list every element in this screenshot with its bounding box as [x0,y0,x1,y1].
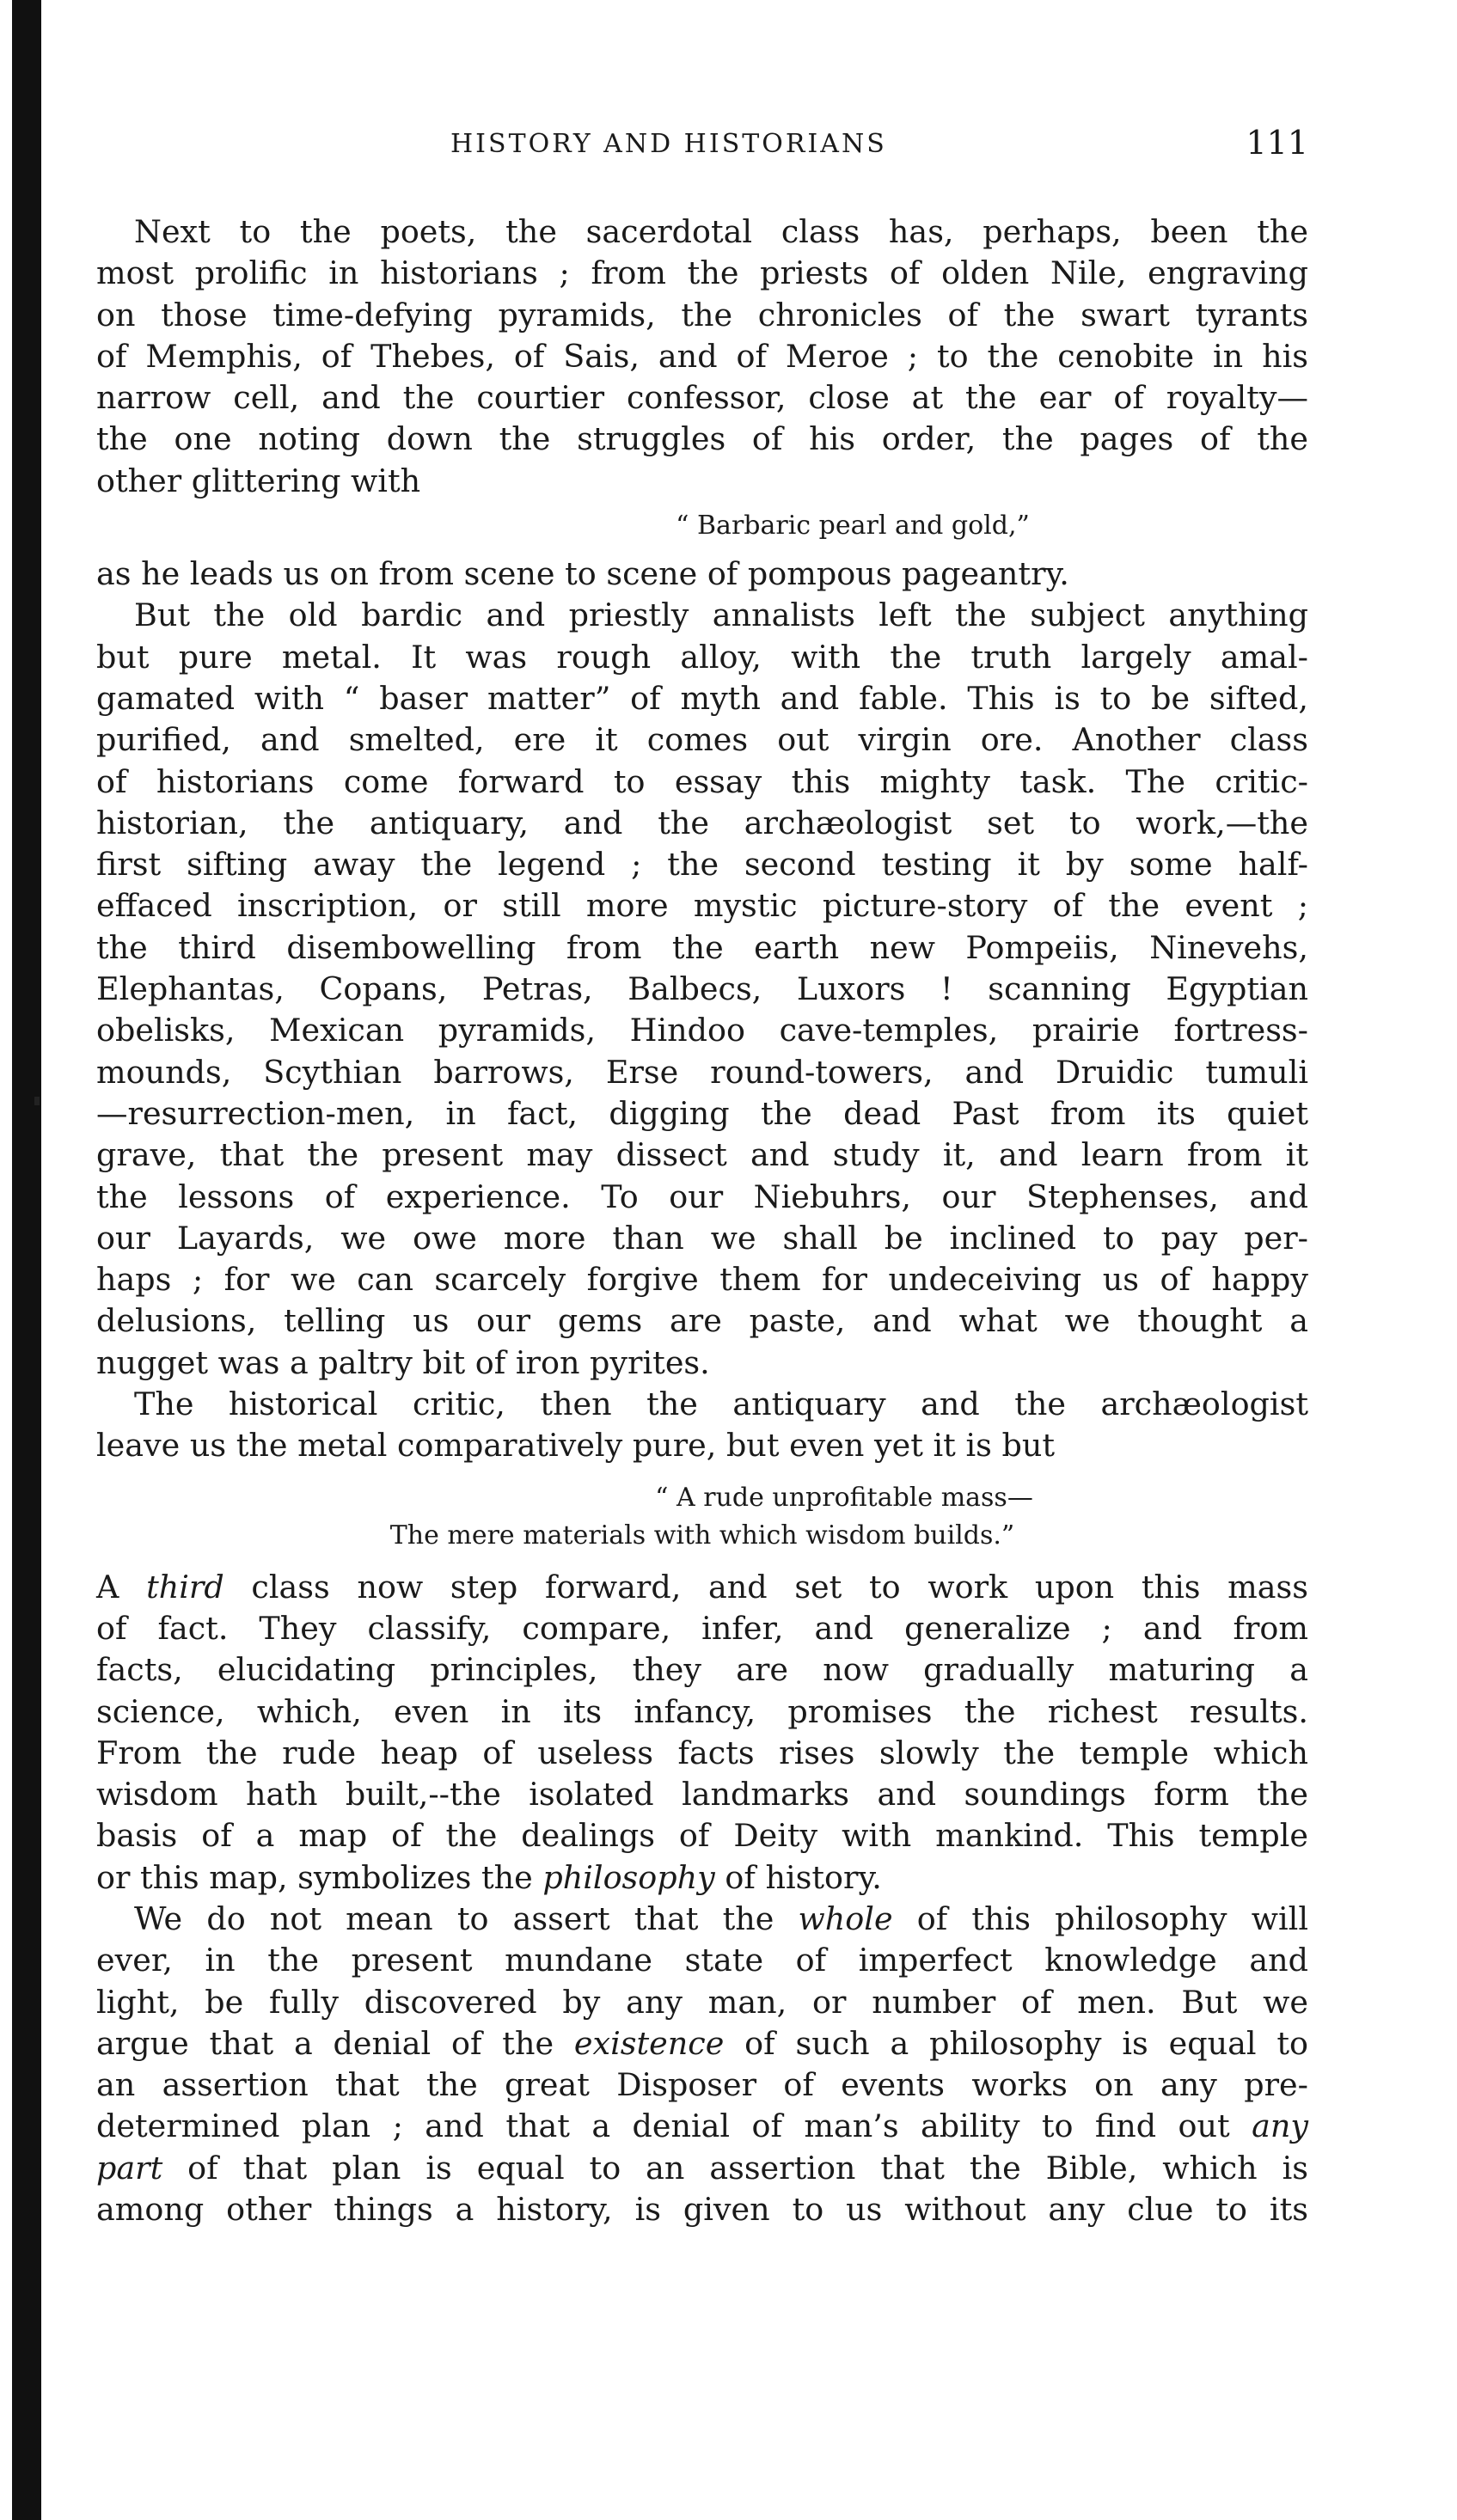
body-text [96,211,1308,2230]
text-line: an assertion that the great Disposer of events works on any pre- [96,2066,1308,2104]
text-line: nugget was a paltry bit of iron pyrites. [96,1343,710,1381]
text-line: of historians come forward to essay this mighty task. The critic- [96,762,1308,800]
paragraph-2 [96,595,1308,1384]
text-line: The historical critic, then the antiquary and the archæologist [134,1385,1308,1423]
running-head [96,124,1308,172]
text-line: but pure metal. It was rough alloy, with the truth largely amal- [96,638,1308,676]
block-quote-2 [96,1479,1308,1555]
text-line: Elephantas, Copans, Petras, Balbecs, Luxors ! scanning Egyptian [96,970,1308,1008]
text-run: of history. [714,1858,882,1896]
text-line: science, which, even in its infancy, promises the richest results. [96,1692,1308,1730]
text-line: effaced inscription, or still more mystic picture-story of the event ; [96,887,1308,925]
text-line: leave us the metal comparatively pure, but even yet it is but [96,1427,1055,1465]
italic-run: third [146,1568,224,1606]
text-line: facts, elucidating principles, they are now gradually maturing a [96,1651,1308,1689]
italic-run: part [96,2149,163,2187]
text-line: mounds, Scythian barrows, Erse round-towers, and Druidic tumuli [96,1053,1308,1091]
text-line [96,2023,1308,2064]
text-line: the third disembowelling from the earth new Pompeiis, Ninevehs, [96,928,1308,966]
text-line: delusions, telling us our gems are paste, and what we thought a [96,1302,1308,1340]
paragraph-3 [96,1384,1308,1467]
text-line [96,1899,1308,1940]
text-line: narrow cell, and the courtier confessor, close at the ear of royalty— [96,379,1308,417]
text-line: wisdom hath built,--the isolated landmarks and soundings form the [96,1776,1308,1814]
text-line: purified, and smelted, ere it comes out virgin ore. Another class [96,721,1308,759]
text-line: haps ; for we can scarcely forgive them for undeceiving us of happy [96,1261,1308,1299]
text-line: other glittering with [96,462,421,499]
text-line: of Memphis, of Thebes, of Sais, and of Meroe ; to the cenobite in his [96,337,1308,375]
italic-run: whole [798,1899,893,1937]
block-quote-1 [96,507,1308,545]
text-run: of that plan is equal to an assertion that the Bible, which is [162,2149,1308,2187]
text-line: basis of a map of the dealings of Deity with mankind. This temple [96,1817,1308,1855]
text-line: ever, in the present mundane state of imperfect knowledge and [96,1942,1308,1979]
quote-line: “ Barbaric pearl and gold,” [676,511,1030,541]
running-title: HISTORY AND HISTORIANS [450,129,887,159]
text-line: grave, that the present may dissect and study it, and learn from it [96,1136,1308,1174]
text-line: obelisks, Mexican pyramids, Hindoo cave-temples, prairie fortress- [96,1012,1308,1049]
text-run: class now step forward, and set to work upon this mass [223,1568,1308,1606]
quote-line: “ A rude unprofitable mass— [655,1482,1033,1513]
text-run: determined plan ; and that a denial of man’s ability to find out [96,2107,1252,2145]
text-line: But the old bardic and priestly annalists left the subject anything [134,596,1308,634]
text-run: or this map, symbolizes the [96,1858,543,1896]
text-run: of such a philosophy is equal to [724,2024,1308,2062]
text-line: first sifting away the legend ; the second testing it by some half- [96,846,1308,884]
text-line: of fact. They classify, compare, infer, and generalize ; and from [96,1609,1308,1647]
paragraph-1 [96,211,1308,502]
paragraph-5 [96,1899,1308,2230]
text-run: of this philosophy will [892,1899,1308,1937]
italic-run: philosophy [542,1858,715,1896]
text-line: most prolific in historians ; from the priests of olden Nile, engraving [96,254,1308,292]
text-line: as he leads us on from scene to scene of pompous pageantry. [96,555,1069,593]
text-line: among other things a history, is given to us without any clue to its [96,2191,1308,2229]
text-run: We do not mean to assert that the [134,1899,799,1937]
text-line [96,2148,1308,2189]
text-line: —resurrection-men, in fact, digging the dead Past from its quiet [96,1094,1308,1132]
quote-line: The mere materials with which wisdom builds.” [389,1520,1015,1551]
print-speck [34,1097,40,1105]
text-line [96,1857,1308,1899]
italic-run: any [1252,2107,1308,2145]
text-line [96,1567,1308,1608]
page-binding-edge [12,0,41,2520]
text-line: the one noting down the struggles of his order, the pages of the [96,420,1308,458]
text-run: argue that a denial of the [96,2024,574,2062]
page-number: 111 [1246,124,1308,162]
text-line: historian, the antiquary, and the archæologist set to work,—the [96,804,1308,841]
text-run: A [96,1568,147,1606]
text-line [96,2106,1308,2147]
text-line: gamated with “ baser matter” of myth and fable. This is to be sifted, [96,679,1308,717]
text-line: Next to the poets, the sacerdotal class has, perhaps, been the [134,213,1308,250]
text-line: From the rude heap of useless facts rises slowly the temple which [96,1734,1308,1771]
paragraph-4 [96,1567,1308,1899]
text-line: light, be fully discovered by any man, or number of men. But we [96,1983,1308,2021]
text-line: on those time-defying pyramids, the chronicles of the swart tyrants [96,296,1308,333]
text-line: our Layards, we owe more than we shall be inclined to pay per- [96,1219,1308,1257]
text-line: the lessons of experience. To our Niebuhrs, our Stephenses, and [96,1177,1308,1215]
italic-run: existence [573,2024,725,2062]
